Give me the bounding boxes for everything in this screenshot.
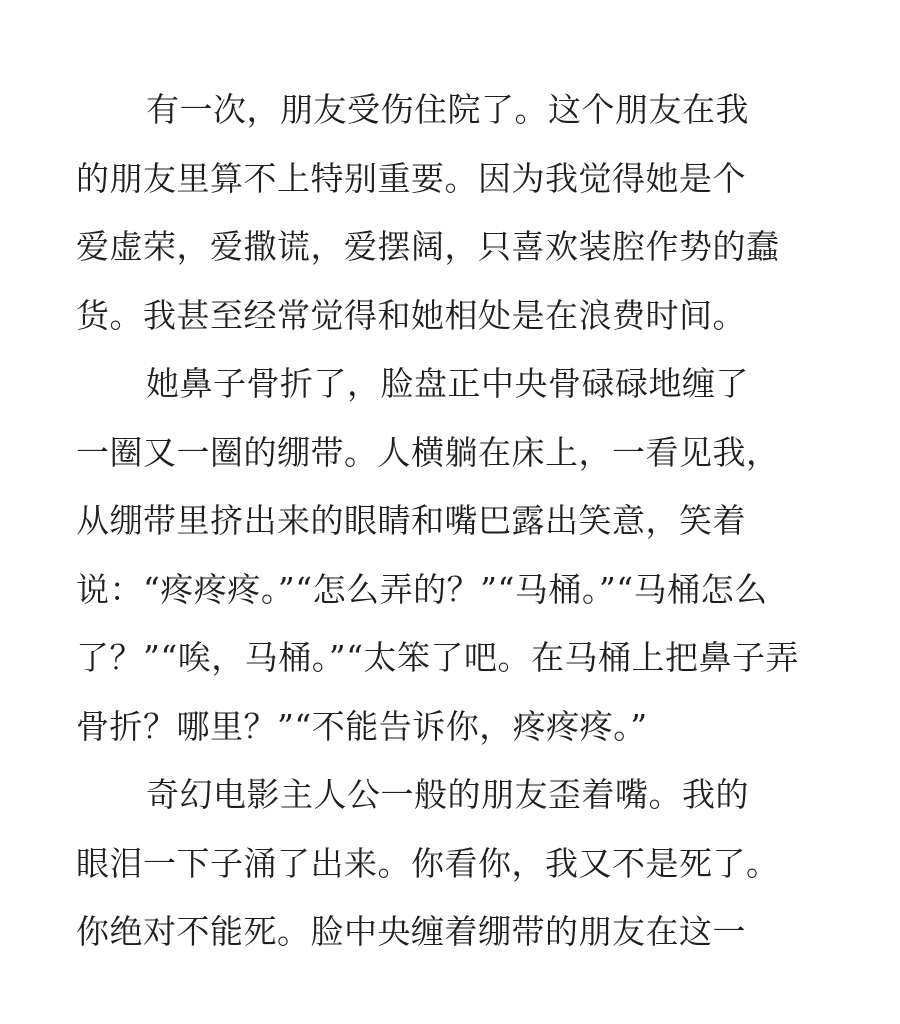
paragraph-1-line-1: 有一次，朋友受伤住院了。这个朋友在我 (146, 90, 749, 129)
paragraph-2-line-2: 一圈又一圈的绷带。人横躺在床上，一看见我， (76, 432, 780, 472)
body-text (76, 88, 816, 979)
paragraph-1-line-2: 的朋友里算不上特别重要。因为我觉得她是个 (76, 158, 746, 198)
paragraph-2-line-6: 骨折？哪里？”“不能告诉你，疼疼疼。” (76, 706, 648, 746)
paragraph-1-line-4: 货。我甚至经常觉得和她相处是在浪费时间。 (76, 295, 746, 335)
paragraph-3-line-1: 奇幻电影主人公一般的朋友歪着嘴。我的 (146, 775, 749, 814)
paragraph-1-line-3: 爱虚荣，爱撒谎，爱摆阔，只喜欢装腔作势的蠢 (76, 227, 780, 266)
paragraph-2-line-1: 她鼻子骨折了，脸盘正中央骨碌碌地缠了 (146, 364, 749, 403)
paragraph-2-line-4: 说：“疼疼疼。”“怎么弄的？”“马桶。”“马桶怎么 (76, 569, 768, 609)
paragraph-2-line-3: 从绷带里挤出来的眼睛和嘴巴露出笑意，笑着 (76, 501, 746, 540)
paragraph-2-line-5: 了？”“唉，马桶。”“太笨了吧。在马桶上把鼻子弄 (76, 638, 799, 677)
paragraph-3-line-2: 眼泪一下子涌了出来。你看你，我又不是死了。 (76, 843, 780, 883)
paragraph-3-line-3: 你绝对不能死。脸中央缠着绷带的朋友在这一 (76, 912, 746, 951)
